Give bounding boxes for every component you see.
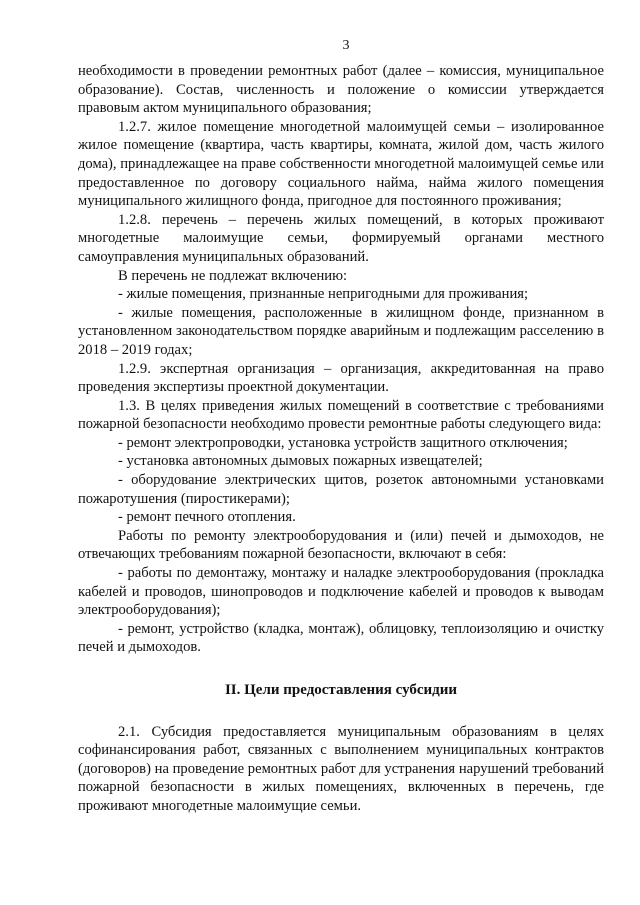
list-item: - ремонт электропроводки, установка устройств защитного отключения;: [118, 434, 568, 451]
paragraph-exclusions-intro: В перечень не подлежат включению:: [118, 267, 348, 284]
list-item: - оборудование электрических щитов, розеток автономными установками пожаротушения (пиростикерами);: [78, 472, 604, 507]
paragraph-1-3: 1.3. В целях приведения жилых помещений в соответствие с требованиями пожарной безопасности необходимо провести ремонтные работы следующего вида:: [78, 397, 604, 433]
list-item: - ремонт, устройство (кладка, монтаж), облицовку, теплоизоляцию и очистку печей и дымоходов.: [78, 620, 604, 656]
section-heading: II. Цели предоставления субсидии: [224, 682, 458, 698]
list-item: - жилые помещения, расположенные в жилищном фонде, признанном в установленном законодательством порядке аварийным и подлежащим расселению в 2018 – 2019 годах;: [78, 304, 604, 358]
document-body: [78, 62, 604, 816]
paragraph-1-2-8: 1.2.8. перечень – перечень жилых помещений, в которых проживают многодетные малоимущие семьи, формируемый органами местного самоуправления муниципальных образований.: [78, 211, 604, 265]
page-number: 3: [342, 38, 350, 53]
paragraph-1-2-7: 1.2.7. жилое помещение многодетной малоимущей семьи – изолированное жилое помещение (квартира, часть квартиры, комната, жилой дом, часть жилого дома), принадлежащее на праве собственности многодетной малоимущей семье или предоставленное по договору социального найма, найма жилого помещения муниципального жилищного фонда, пригодное для постоянного проживания;: [78, 118, 604, 210]
paragraph-2-1: 2.1. Субсидия предоставляется муниципальным образованиям в целях софинансирования работ, связанных с выполнением муниципальных контрактов (договоров) на проведение ремонтных работ для устранения нарушений требований пожарной безопасности в жилых помещениях, включенных в перечень, где проживают многодетные малоимущие семьи.: [78, 723, 604, 814]
list-item: - жилые помещения, признанные непригодными для проживания;: [118, 286, 529, 303]
paragraph-continuation: необходимости в проведении ремонтных работ (далее – комиссия, муниципальное образование). Состав, численность и положение о комиссии утверждается правовым актом муниципального образования;: [78, 63, 604, 117]
list-item: - установка автономных дымовых пожарных извещателей;: [118, 453, 483, 470]
paragraph-1-2-9: 1.2.9. экспертная организация – организация, аккредитованная на право проведения экспертизы проектной документации.: [78, 360, 604, 396]
list-item: - ремонт печного отопления.: [118, 509, 296, 526]
paragraph-repair-works: Работы по ремонту электрооборудования и (или) печей и дымоходов, не отвечающих требованиям пожарной безопасности, включают в себя:: [78, 527, 604, 563]
list-item: - работы по демонтажу, монтажу и наладке электрооборудования (прокладка кабелей и проводов, шинопроводов и подключение кабелей и проводов к выводам электрооборудования);: [78, 565, 604, 619]
